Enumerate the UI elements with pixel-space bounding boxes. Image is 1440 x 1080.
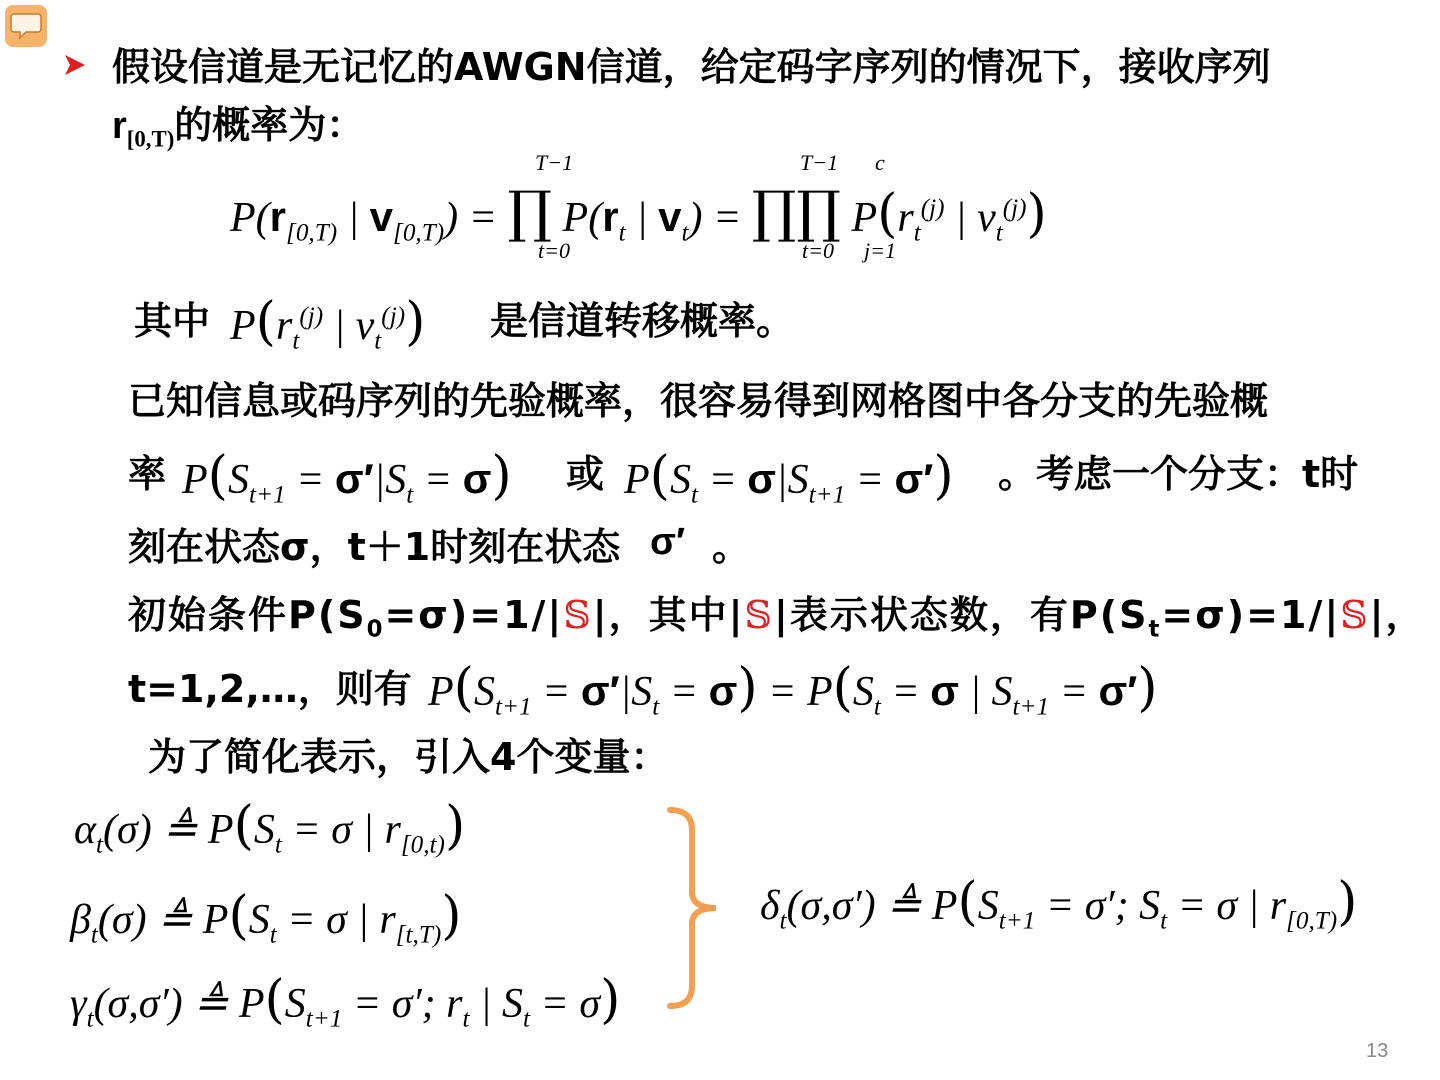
r-subscript: [0,T) bbox=[126, 126, 175, 152]
speech-bubble-icon[interactable] bbox=[4, 4, 48, 48]
qizhong-label: 其中 bbox=[134, 299, 211, 343]
vars-line: 为了简化表示，引入4个变量： bbox=[148, 735, 669, 779]
product-upper-3: c bbox=[875, 150, 885, 175]
product-upper-1: T−1 bbox=[535, 150, 574, 175]
init-line-1: 初始条件$P(S_0=\sigma)=1/|𝕊|$，其中|𝕊|表示状态数，有$P(S_t=\sigma)=1/|𝕊|$， bbox=[128, 593, 1426, 643]
alpha-definition: $\alpha_t(\sigma)$ ≜ $P(S_t = \sigma$ | $r_{[0,t)}$) bbox=[74, 796, 466, 859]
prior-line-2-or: 或 bbox=[566, 452, 605, 496]
prior-formula-2: $P(S_t = \sigma|S_{t+1} = \sigma')$ bbox=[624, 446, 954, 509]
gamma-definition: $\gamma_t(\sigma,\sigma')$ ≜ $P(S_{t+1} = \sigma'$; $r_t$ | $S_t = \sigma$) bbox=[70, 970, 621, 1033]
delta-definition: $\delta_t(\sigma,\sigma')$ ≜ $P(S_{t+1} = \sigma'$; $S_t = \sigma$ | $r_{[0,T)}$) bbox=[760, 872, 1358, 935]
prior-line-2-a: 率 bbox=[128, 452, 167, 496]
likelihood-equation: $P(r_{[0,T)}$ | $v_{[0,T)}$) = ∏ $P(r_t$ | $v_t$) = ∏∏ $P(r_t^{(j)}$ | $v_t^{(j)}$) bbox=[230, 180, 1047, 247]
prior-line-2-b: 。考虑一个分支：t时 bbox=[998, 452, 1359, 496]
product-upper-2: T−1 bbox=[800, 150, 839, 175]
prior-formula-1: $P(S_{t+1} = \sigma'|S_t = \sigma)$ bbox=[182, 446, 512, 509]
product-lower-2: t=0 bbox=[802, 238, 834, 263]
page-number: 13 bbox=[1366, 1040, 1389, 1062]
init-line-2: t=1,2,…，则有 bbox=[128, 667, 412, 711]
bullet-line-1: 假设信道是无记忆的AWGN信道，给定码字序列的情况下，接收序列 bbox=[112, 45, 1271, 89]
bullet-line-2-suffix: 的概率为： bbox=[174, 103, 365, 147]
channel-line-text: 是信道转移概率。 bbox=[490, 299, 795, 343]
r-vector: r bbox=[112, 105, 127, 147]
prior-line-3-end: 。 bbox=[712, 525, 751, 569]
sigma-prime-symbol: σ′ bbox=[650, 521, 686, 563]
uniform-prior-equation: $P(S_{t+1} = \sigma'|S_t = \sigma) = P(S_t = \sigma$ | $S_{t+1} = \sigma'$) bbox=[428, 658, 1158, 721]
channel-prob-formula: $P(r_t^{(j)}$ | $v_t^{(j)}$) bbox=[230, 292, 426, 355]
prior-line-1: 已知信息或码序列的先验概率，很容易得到网格图中各分支的先验概 bbox=[128, 379, 1269, 423]
triangle-bullet-icon bbox=[62, 52, 88, 82]
prior-line-3: 刻在状态σ，t＋1时刻在状态 bbox=[128, 525, 621, 569]
bullet-line-2 bbox=[112, 103, 365, 152]
product-lower-3: j=1 bbox=[864, 238, 896, 263]
beta-definition: $\beta_t(\sigma)$ ≜ $P(S_t = \sigma$ | $r_{[t,T)}$) bbox=[70, 886, 462, 949]
product-lower-1: t=0 bbox=[538, 238, 570, 263]
grouping-bracket bbox=[664, 804, 734, 1016]
